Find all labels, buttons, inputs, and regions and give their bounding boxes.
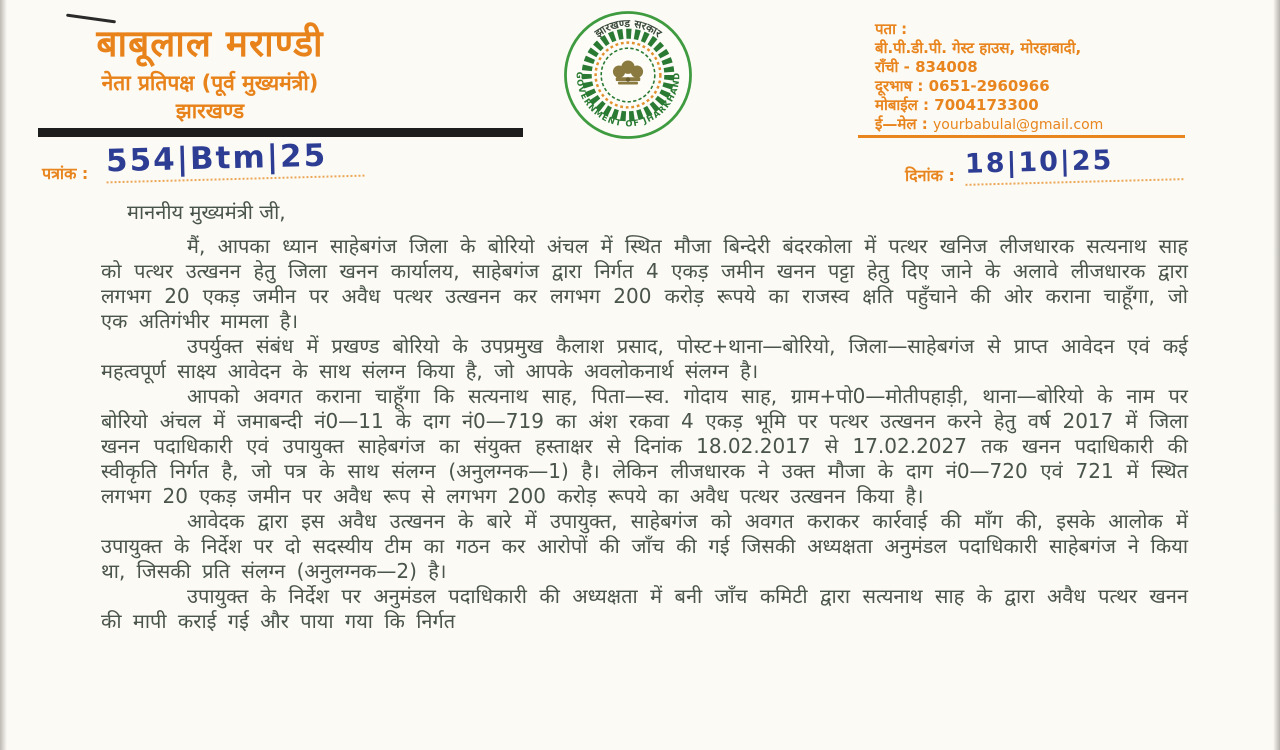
header-divider-black — [38, 128, 523, 137]
mobile-line: मोबाईल : 7004173300 — [875, 96, 1039, 114]
sender-title: नेता प्रतिपक्ष (पूर्व मुख्यमंत्री) — [101, 71, 319, 95]
phone-line: दूरभाष : 0651-2960966 — [875, 77, 1050, 95]
body-paragraph-2: उपर्युक्त संबंध में प्रखण्ड बोरियो के उपप्रमुख कैलाश प्रसाद, पोस्ट+थाना—बोरियो, जिला—साहेबगंज से प्राप्त आवेदन एवं कई महत्वपूर्ण साक्ष्य आवेदन के साथ संलग्न किया है, जो आपके अवलोकनार्थ संलग्न है। — [101, 334, 1188, 383]
date-handwritten: 18|10|25 — [965, 143, 1184, 186]
address-label: पता : — [875, 20, 908, 38]
body-paragraph-5: उपायुक्त के निर्देश पर अनुमंडल पदाधिकारी की अध्यक्षता में बनी जाँच कमिटी द्वारा सत्यनाथ साह के द्वारा अवैध पत्थर खनन की मापी कराई गई और पाया गया कि निर्गत — [101, 584, 1188, 633]
address-line2: राँची - 834008 — [875, 58, 978, 76]
scan-edge-right — [1273, 0, 1280, 750]
body-paragraph-1: मैं, आपका ध्यान साहेबगंज जिला के बोरियो अंचल में स्थित मौजा बिन्देरी बंदरकोला में पत्थर खनिज लीजधारक सत्यनाथ साह को पत्थर उत्खनन हेतु जिला खनन कार्यालय, साहेबगंज द्वारा निर्गत 4 एकड़ जमीन खनन पट्टा हेतु दिए जाने के अलावे लीजधारक द्वारा लगभग 20 एकड़ जमीन पर अवैध पत्थर उत्खनन कर लगभग 200 करोड़ रूपये का राजस्व क्षति पहुँचाने की ओर कराना चाहूँगा, जो एक अतिगंभीर मामला है। — [101, 234, 1188, 333]
date-label: दिनांक : — [905, 166, 955, 185]
scan-edge-left — [0, 0, 7, 750]
letter-number-label: पत्रांक : — [42, 164, 89, 183]
emblem-top-text: झारखण्ड सरकार — [592, 17, 664, 40]
emblem-bottom-text: GOVERNMENT OF JHARKHAND — [574, 71, 682, 129]
address-line1: बी.पी.डी.पी. गेस्ट हाउस, मोरहाबादी, — [875, 39, 1082, 57]
email-label: ई—मेल : — [875, 115, 928, 133]
letterhead-address-block — [875, 20, 1205, 135]
letter-body — [101, 200, 1188, 634]
jharkhand-government-emblem-icon — [561, 8, 695, 142]
sender-state: झारखण्ड — [175, 99, 245, 123]
salutation: माननीय मुख्यमंत्री जी, — [127, 200, 286, 224]
sender-name: बाबूलाल मराण्डी — [96, 22, 324, 65]
body-paragraph-4: आवेदक द्वारा इस अवैध उत्खनन के बारे में उपायुक्त, साहेबगंज को अवगत कराकर कार्रवाई की माँग की, इसके आलोक में उपायुक्त के निर्देश पर दो सदस्यीय टीम का गठन कर आरोपों की जाँच की गई जिसकी अध्यक्षता अनुमंडल पदाधिकारी साहेबगंज ने किया था, जिसकी प्रति संलग्न (अनुलग्नक—2) है। — [101, 509, 1188, 583]
email-line — [875, 115, 1205, 135]
email-value: yourbabulal@gmail.com — [932, 117, 1104, 133]
letter-number-handwritten: 554|Btm|25 — [106, 137, 365, 184]
letterhead-identity — [42, 22, 378, 124]
header-divider-orange — [858, 135, 1185, 138]
body-paragraph-3: आपको अवगत कराना चाहूँगा कि सत्यनाथ साह, पिता—स्व. गोदाय साह, ग्राम+पो0—मोतीपहाड़ी, थाना—बोरियो के नाम पर बोरियो अंचल में जमाबन्दी नं0—11 के दाग नं0—719 का अंश रकवा 4 एकड़ भूमि पर पत्थर उत्खनन करने हेतु वर्ष 2017 में जिला खनन पदाधिकारी एवं उपायुक्त साहेबगंज का संयुक्त हस्ताक्षर से दिनांक 18.02.2017 से 17.02.2027 तक खनन पदाधिकारी की स्वीकृति निर्गत है, जो पत्र के साथ संलग्न (अनुलग्नक—1) है। लेकिन लीजधारक ने उक्त मौजा के दाग नं0—720 एवं 721 में स्थित लगभग 20 एकड़ जमीन पर अवैध रूप से लगभग 200 करोड़ रूपये का अवैध पत्थर उत्खनन किया है। — [101, 384, 1188, 508]
